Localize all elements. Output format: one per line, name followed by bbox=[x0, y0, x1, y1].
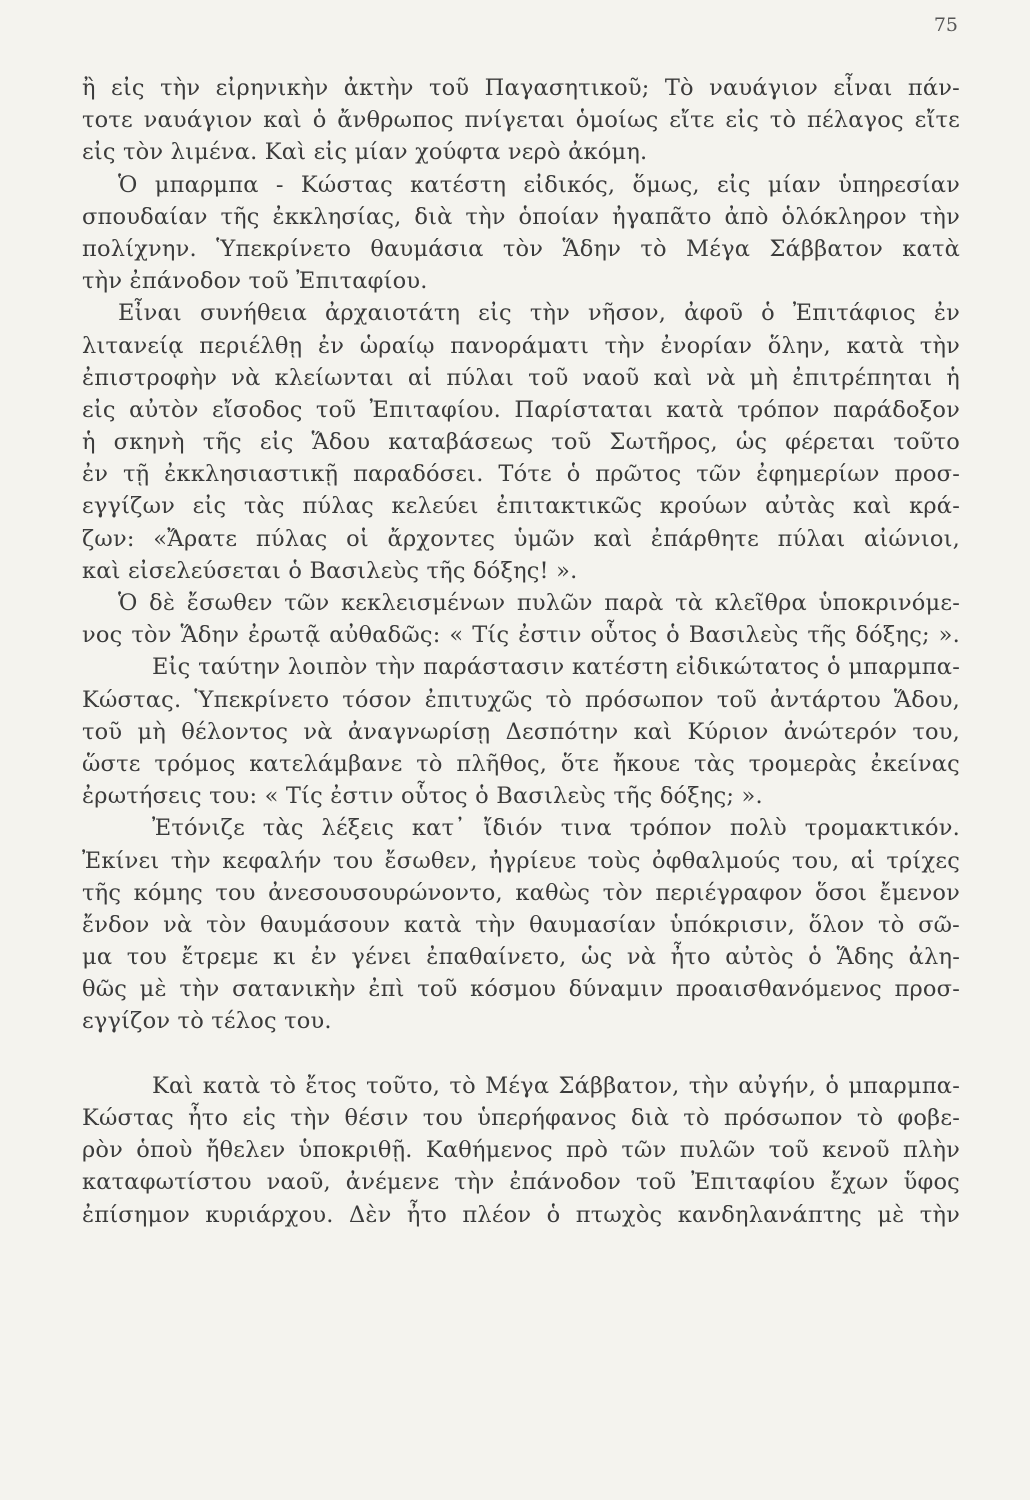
text-line: εἰς τὸν λιμένα. Καὶ εἰς μίαν χούφτα νερὸ ἀκόμη. bbox=[82, 139, 648, 166]
text-line: εγγίζον τὸ τέλος του. bbox=[82, 1008, 332, 1035]
text-line: ἐπιστροφὴν νὰ κλείωνται αἱ πύλαι τοῦ ναοῦ καὶ νὰ μὴ ἐπιτρέπηται ἡ bbox=[82, 364, 960, 391]
page-number: 75 bbox=[933, 14, 958, 36]
text-line: τοῦ μὴ θέλοντος νὰ ἀναγνωρίσῃ Δεσπότην καὶ Κύριον ἀνώτερόν του, bbox=[82, 718, 960, 745]
body-text bbox=[82, 72, 960, 1231]
text-line: ἢ εἰς τὴν εἰρηνικὴν ἀκτὴν τοῦ Παγασητικοῦ; Τὸ ναυάγιον εἶναι πάν- bbox=[82, 75, 960, 101]
text-line: Ὁ μπαρμπα - Κώστας κατέστη εἰδικός, ὅμως, εἰς μίαν ὑπηρεσίαν bbox=[118, 171, 960, 198]
text-line: ἐρωτήσεις του: « Τίς ἐστιν οὗτος ὁ Βασιλεὺς τῆς δόξης; ». bbox=[82, 783, 763, 810]
text-line: τὴν ἐπάνοδον τοῦ Ἐπιταφίου. bbox=[82, 268, 428, 295]
paragraph-gap bbox=[82, 1038, 960, 1070]
text-line: ρὸν ὁποὺ ἤθελεν ὑποκριθῇ. Καθήμενος πρὸ τῶν πυλῶν τοῦ κενοῦ πλὴν bbox=[82, 1137, 960, 1164]
text-line: ὥστε τρόμος κατελάμβανε τὸ πλῆθος, ὅτε ἤκουε τὰς τρομερὰς ἐκείνας bbox=[82, 750, 960, 777]
text-line: σπουδαίαν τῆς ἐκκλησίας, διὰ τὴν ὁποίαν ἠγαπᾶτο ἀπὸ ὁλόκληρον τὴν bbox=[82, 203, 960, 230]
text-line: τοτε ναυάγιον καὶ ὁ ἄνθρωπος πνίγεται ὁμοίως εἴτε εἰς τὸ πέλαγος εἴτε bbox=[82, 107, 960, 134]
text-line: ἐν τῇ ἐκκλησιαστικῇ παραδόσει. Τότε ὁ πρῶτος τῶν ἐφημερίων προσ- bbox=[82, 461, 960, 488]
text-line: Κώστας ἦτο εἰς τὴν θέσιν του ὑπερήφανος διὰ τὸ πρόσωπον τὸ φοβε- bbox=[82, 1105, 960, 1131]
text-line: Κώστας. Ὑπεκρίνετο τόσον ἐπιτυχῶς τὸ πρόσωπον τοῦ ἀντάρτου Ἅδου, bbox=[82, 686, 960, 713]
text-line: ζων: «Ἄρατε πύλας οἱ ἄρχοντες ὑμῶν καὶ ἐπάρθητε πύλαι αἰώνιοι, bbox=[82, 525, 960, 552]
text-line: Ἐκίνει τὴν κεφαλήν του ἔσωθεν, ἠγρίευε τοὺς ὀφθαλμούς του, αἱ τρίχες bbox=[82, 847, 960, 874]
text-line: νος τὸν Ἅδην ἐρωτᾷ αὐθαδῶς: « Τίς ἐστιν οὗτος ὁ Βασιλεὺς τῆς δόξης; ». bbox=[82, 622, 960, 649]
text-line: μα του ἔτρεμε κι ἐν γένει ἐπαθαίνετο, ὡς νὰ ἦτο αὐτὸς ὁ Ἅδης ἀλη- bbox=[82, 944, 960, 971]
text-line: Καὶ κατὰ τὸ ἔτος τοῦτο, τὸ Μέγα Σάββατον, τὴν αὐγήν, ὁ μπαρμπα- bbox=[152, 1072, 960, 1099]
text-line: εἰς αὐτὸν εἴσοδος τοῦ Ἐπιταφίου. Παρίσταται κατὰ τρόπον παράδοξον bbox=[82, 396, 960, 423]
text-line: Ὁ δὲ ἔσωθεν τῶν κεκλεισμένων πυλῶν παρὰ τὰ κλεῖθρα ὑποκρινόμε- bbox=[118, 590, 960, 616]
text-line: ἔνδον νὰ τὸν θαυμάσουν κατὰ τὴν θαυμασίαν ὑπόκρισιν, ὅλον τὸ σῶ- bbox=[82, 911, 960, 938]
text-line: Εἶναι συνήθεια ἀρχαιοτάτη εἰς τὴν νῆσον, ἀφοῦ ὁ Ἐπιτάφιος ἐν bbox=[118, 300, 960, 327]
text-line: τῆς κόμης του ἀνεσουσουρώνοντο, καθὼς τὸν περιέγραφον ὅσοι ἔμενον bbox=[82, 879, 960, 906]
text-line: Ἐτόνιζε τὰς λέξεις κατ᾽ ἴδιόν τινα τρόπον πολὺ τρομακτικόν. bbox=[152, 815, 960, 842]
text-line: πολίχνην. Ὑπεκρίνετο θαυμάσια τὸν Ἅδην τὸ Μέγα Σάββατον κατὰ bbox=[82, 235, 960, 262]
text-line: καταφωτίστου ναοῦ, ἀνέμενε τὴν ἐπάνοδον τοῦ Ἐπιταφίου ἔχων ὕφος bbox=[82, 1169, 960, 1196]
text-line: εγγίζων εἰς τὰς πύλας κελεύει ἐπιτακτικῶς κρούων αὐτὰς καὶ κρά- bbox=[82, 493, 960, 520]
text-line: ἐπίσημον κυριάρχου. Δὲν ἦτο πλέον ὁ πτωχὸς κανδηλανάπτης μὲ τὴν bbox=[82, 1201, 960, 1228]
text-line: Εἰς ταύτην λοιπὸν τὴν παράστασιν κατέστη εἰδικώτατος ὁ μπαρμπα- bbox=[152, 654, 960, 681]
text-line: ἡ σκηνὴ τῆς εἰς Ἅδου καταβάσεως τοῦ Σωτῆρος, ὡς φέρεται τοῦτο bbox=[82, 429, 960, 456]
text-line: καὶ εἰσελεύσεται ὁ Βασιλεὺς τῆς δόξης! ». bbox=[82, 557, 578, 584]
text-line: θῶς μὲ τὴν σατανικὴν ἐπὶ τοῦ κόσμου δύναμιν προαισθανόμενος προσ- bbox=[82, 976, 960, 1003]
text-line: λιτανείᾳ περιέλθῃ ἐν ὡραίῳ πανοράματι τὴν ἐνορίαν ὅλην, κατὰ τὴν bbox=[82, 332, 960, 359]
